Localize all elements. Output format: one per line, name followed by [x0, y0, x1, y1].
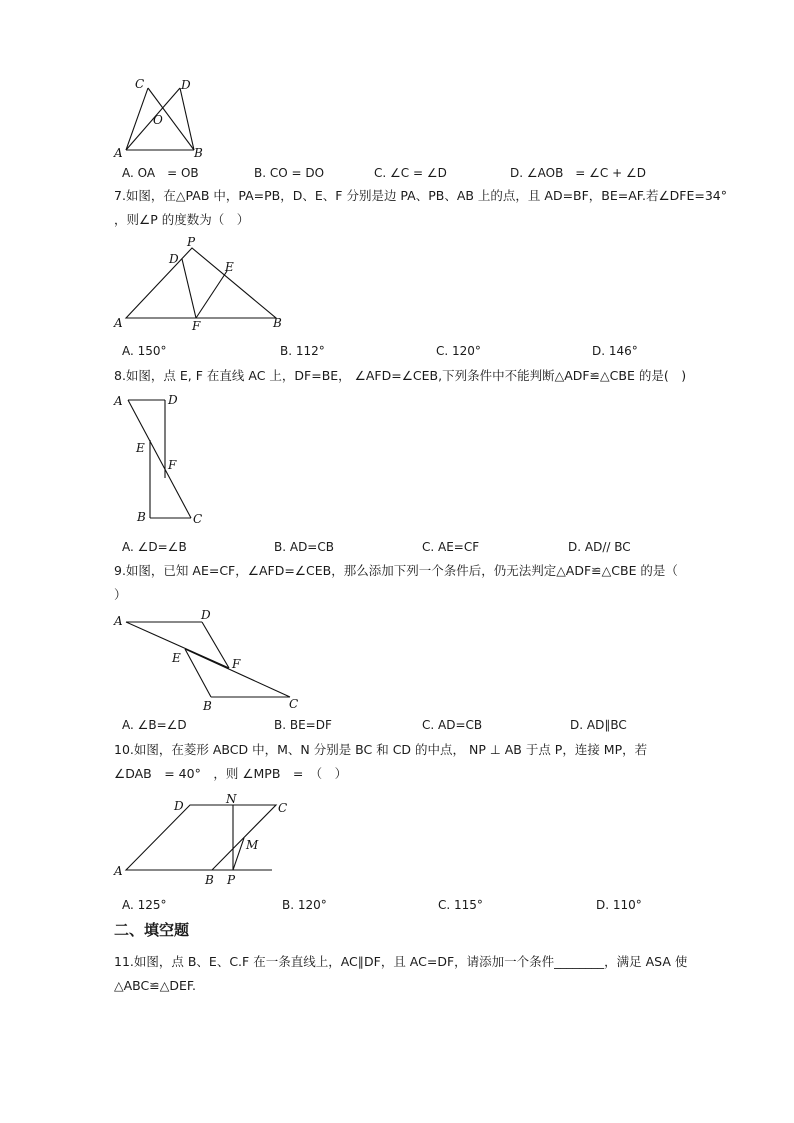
q10-label-a: A: [114, 864, 123, 878]
q6-label-d: D: [181, 78, 191, 92]
q10-option-a: A. 125°: [122, 898, 167, 912]
q7-option-a: A. 150°: [122, 344, 167, 358]
q6-label-o: O: [153, 113, 163, 127]
q8-option-c: C. AE=CF: [422, 540, 480, 554]
q8-label-f: F: [168, 458, 177, 472]
q10-label-p: P: [227, 873, 236, 887]
q9-label-c: C: [289, 697, 299, 711]
q7-label-d: D: [169, 252, 179, 266]
q10-text: 10.如图，在菱形 ABCD 中，M、N 分别是 BC 和 CD 的中点， NP ⊥ AB 于点 P，连接 MP，若: [114, 742, 648, 757]
q9-text: 9.如图，已知 AE=CF，∠AFD=∠CEB，那么添加下列一个条件后，仍无法判定△ADF≌△CBE 的是（: [114, 563, 678, 578]
q9-text-cont: ）: [114, 587, 127, 602]
q9-option-c: C. AD=CB: [422, 718, 483, 732]
q9-label-b: B: [203, 699, 212, 713]
q9-label-d: D: [201, 608, 211, 622]
q10-option-c: C. 115°: [438, 898, 483, 912]
q8-option-b: B. AD=CB: [274, 540, 334, 554]
q9-option-d: D. AD∥BC: [570, 718, 627, 732]
q10-option-d: D. 110°: [596, 898, 642, 912]
q10-label-m: M: [246, 838, 259, 852]
q8-option-d: D. AD// BC: [568, 540, 631, 554]
q7-label-b: B: [273, 316, 282, 330]
q9-option-a: A. ∠B=∠D: [122, 718, 187, 732]
q10-text-cont: ∠DAB = 40° ，则 ∠MPB = （ ）: [114, 766, 348, 781]
q7-label-f: F: [192, 319, 201, 333]
q6-option-d: D. ∠AOB = ∠C + ∠D: [510, 166, 646, 180]
q9-label-e: E: [172, 651, 181, 665]
q6-option-a: A. OA = OB: [122, 166, 199, 180]
q8-text: 8.如图，点 E, F 在直线 AC 上，DF=BE， ∠AFD=∠CEB,下列条件中不能判断△ADF≌△CBE 的是( ): [114, 368, 687, 383]
q11-text: 11.如图，点 B、E、C.F 在一条直线上，AC∥DF，且 AC=DF，请添加一个条件________，满足 ASA 使: [114, 954, 688, 969]
q7-label-a: A: [114, 316, 123, 330]
q7-option-d: D. 146°: [592, 344, 638, 358]
q6-label-c: C: [135, 77, 145, 91]
q8-label-e: E: [136, 441, 145, 455]
q8-label-d: D: [168, 393, 178, 407]
q6-option-c: C. ∠C = ∠D: [374, 166, 447, 180]
q8-label-b: B: [137, 510, 146, 524]
q6-label-b: B: [194, 146, 203, 160]
q7-label-p: P: [187, 235, 196, 249]
q7-label-e: E: [225, 260, 234, 274]
q9-label-a: A: [114, 614, 123, 628]
q10-option-b: B. 120°: [282, 898, 327, 912]
q6-label-a: A: [114, 146, 123, 160]
q9-label-f: F: [232, 657, 241, 671]
q10-label-b: B: [205, 873, 214, 887]
q9-option-b: B. BE=DF: [274, 718, 332, 732]
q7-option-c: C. 120°: [436, 344, 481, 358]
q10-label-n: N: [226, 792, 237, 806]
q7-option-b: B. 112°: [280, 344, 325, 358]
q8-option-a: A. ∠D=∠B: [122, 540, 187, 554]
q8-label-c: C: [193, 512, 203, 526]
q10-label-c: C: [278, 801, 288, 815]
q10-label-d: D: [174, 799, 184, 813]
q11-text-cont: △ABC≌△DEF.: [114, 978, 197, 993]
q8-label-a: A: [114, 394, 123, 408]
q7-text: 7.如图，在△PAB 中，PA=PB，D、E、F 分别是边 PA、PB、AB 上的点，且 AD=BF，BE=AF.若∠DFE=34°: [114, 188, 728, 203]
q7-text-cont: ，则∠P 的度数为（ ）: [114, 212, 250, 227]
q6-option-b: B. CO = DO: [254, 166, 325, 180]
section-title: 二、填空题: [114, 921, 190, 939]
